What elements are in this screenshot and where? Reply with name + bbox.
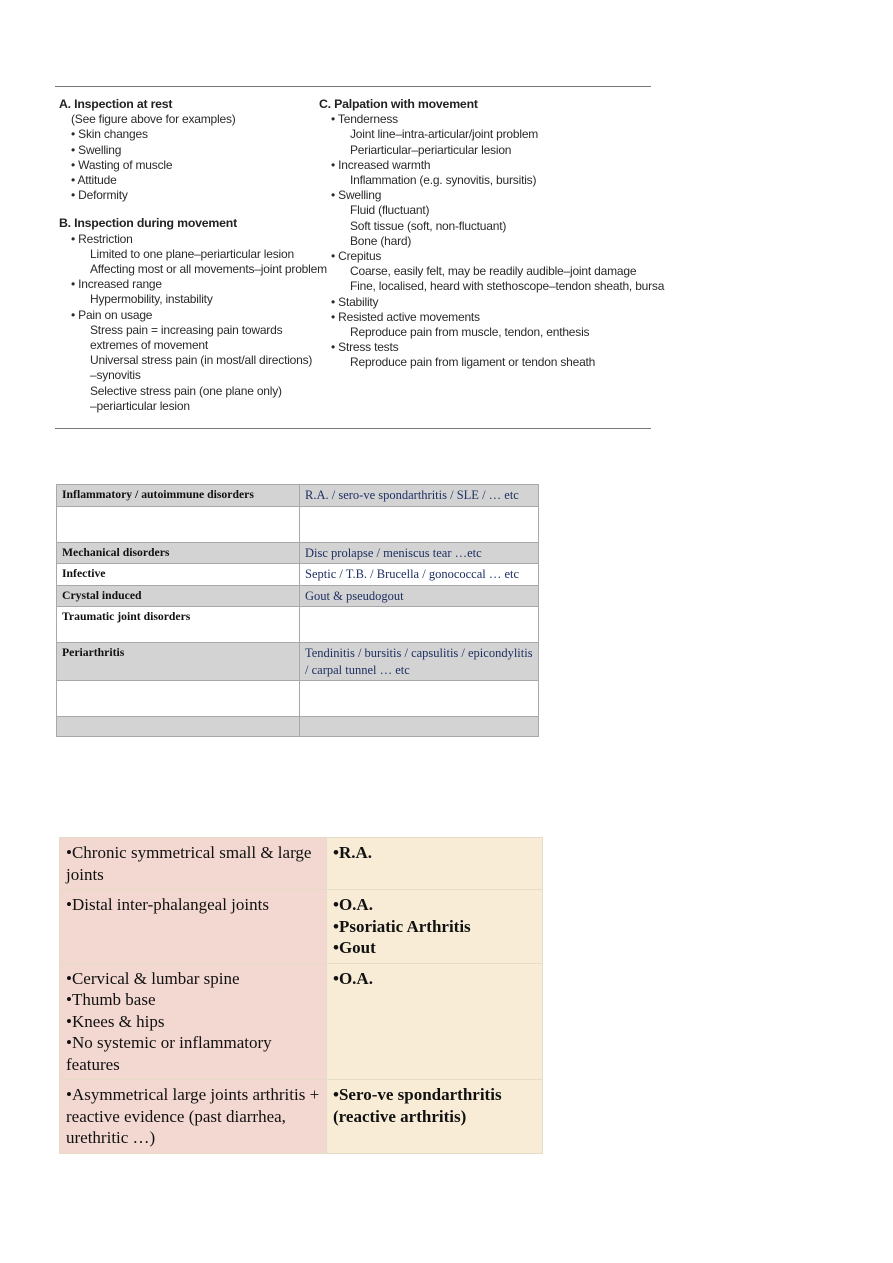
table-row xyxy=(60,838,543,890)
section-c-detail: Reproduce pain from muscle, tendon, enthesis xyxy=(350,325,590,340)
examples-cell: Septic / T.B. / Brucella / gonococcal … etc xyxy=(300,564,539,586)
section-b-item: • Increased range xyxy=(71,277,162,292)
category-cell: Traumatic joint disorders xyxy=(57,607,300,643)
section-b-detail: Stress pain = increasing pain towards xyxy=(90,322,283,337)
section-b-detail: extremes of movement xyxy=(90,338,209,353)
section-a-item: • Skin changes xyxy=(71,127,148,142)
section-b-detail: Selective stress pain (one plane only) xyxy=(90,383,282,398)
section-a-note: (See figure above for examples) xyxy=(71,112,236,127)
category-cell: Crystal induced xyxy=(57,585,300,607)
section-c-detail: Inflammation (e.g. synovitis, bursitis) xyxy=(350,173,537,188)
section-a-item: • Deformity xyxy=(71,188,128,203)
diagnosis-line: •O.A. xyxy=(333,895,373,914)
joint-pattern-cell xyxy=(60,838,327,890)
table-row xyxy=(57,506,539,542)
section-c-item: • Increased warmth xyxy=(331,157,431,172)
section-c-detail: Fine, localised, heard with stethoscope–tendon sheath, bursa xyxy=(350,279,665,294)
category-cell: Mechanical disorders xyxy=(57,542,300,564)
category-cell xyxy=(57,506,300,542)
section-a-item: • Swelling xyxy=(71,142,122,157)
diagnosis-line: •O.A. xyxy=(333,968,373,988)
diagnosis-line: •Psoriatic Arthritis xyxy=(333,916,471,936)
figure-left-column xyxy=(59,97,327,414)
section-c-detail: Bone (hard) xyxy=(350,233,412,248)
section-b-detail: –periarticular lesion xyxy=(90,398,190,413)
examples-cell: Gout & pseudogout xyxy=(300,585,539,607)
section-b-detail: Affecting most or all movements–joint problem xyxy=(90,262,327,277)
figure-right-column xyxy=(319,97,665,371)
pattern-line: •Cervical & lumbar spine xyxy=(66,968,240,988)
section-b-detail: Hypermobility, instability xyxy=(90,292,213,307)
pattern-line: •Distal inter-phalangeal joints xyxy=(66,895,269,914)
examples-cell xyxy=(300,681,539,717)
section-c-item: • Resisted active movements xyxy=(331,309,480,324)
clinical-examination-figure xyxy=(55,86,665,429)
section-c-detail: Soft tissue (soft, non-fluctuant) xyxy=(350,218,507,233)
examples-cell xyxy=(300,717,539,737)
section-a-heading: A. Inspection at rest xyxy=(59,97,173,111)
table-row xyxy=(57,485,539,507)
section-b-item: • Restriction xyxy=(71,231,133,246)
diagnosis-line: •R.A. xyxy=(333,843,373,862)
category-cell: Inflammatory / autoimmune disorders xyxy=(57,485,300,507)
section-a-item: • Attitude xyxy=(71,173,117,188)
section-b-detail: Universal stress pain (in most/all directions) xyxy=(90,353,313,368)
table-row xyxy=(57,585,539,607)
table-row xyxy=(57,643,539,681)
pattern-line: •Knees & hips xyxy=(66,1011,165,1031)
section-b-detail: Limited to one plane–periarticular lesion xyxy=(90,246,294,261)
category-cell xyxy=(57,681,300,717)
diagnosis-line: •Sero-ve spondarthritis (reactive arthritis) xyxy=(333,1085,502,1126)
examples-cell: Tendinitis / bursitis / capsulitis / epicondylitis / carpal tunnel … etc xyxy=(300,643,539,681)
section-b-heading: B. Inspection during movement xyxy=(59,216,237,231)
diagnosis-cell xyxy=(327,890,543,964)
diagnosis-cell xyxy=(327,1080,543,1154)
section-c-item: • Stress tests xyxy=(331,340,399,355)
table-row xyxy=(57,717,539,737)
category-cell: Periarthritis xyxy=(57,643,300,681)
table-row xyxy=(57,542,539,564)
section-a-item: • Wasting of muscle xyxy=(71,157,173,172)
section-c-detail: Reproduce pain from ligament or tendon sheath xyxy=(350,355,596,370)
section-c-detail: Fluid (fluctuant) xyxy=(350,203,430,218)
joint-pattern-cell xyxy=(60,890,327,964)
table-row xyxy=(60,890,543,964)
joint-pattern-cell xyxy=(60,963,327,1080)
section-c-detail: Periarticular–periarticular lesion xyxy=(350,142,512,157)
examples-cell xyxy=(300,607,539,643)
section-b-detail: –synovitis xyxy=(90,368,141,383)
section-b-item: • Pain on usage xyxy=(71,307,153,322)
section-c-item: • Swelling xyxy=(331,188,382,203)
table-row xyxy=(57,564,539,586)
table-row xyxy=(57,681,539,717)
joint-pattern-cell xyxy=(60,1080,327,1154)
pattern-line: •Chronic symmetrical small & large joints xyxy=(66,843,312,884)
section-c-item: • Tenderness xyxy=(331,112,398,127)
pattern-line: •Thumb base xyxy=(66,990,156,1009)
pattern-line: •Asymmetrical large joints arthritis + reactive evidence (past diarrhea, urethritic …) xyxy=(66,1085,320,1147)
diagnosis-cell xyxy=(327,963,543,1080)
joint-disorder-categories-table xyxy=(56,484,539,737)
table-row xyxy=(60,1080,543,1154)
section-c-item: • Stability xyxy=(331,294,379,309)
examples-cell xyxy=(300,506,539,542)
category-cell: Infective xyxy=(57,564,300,586)
section-c-item: • Crepitus xyxy=(331,249,382,264)
examples-cell: Disc prolapse / meniscus tear …etc xyxy=(300,542,539,564)
pattern-line: •No systemic or inflammatory features xyxy=(66,1033,272,1074)
diagnosis-line: •Gout xyxy=(333,938,376,957)
table-row xyxy=(57,607,539,643)
examples-cell: R.A. / sero-ve spondarthritis / SLE / … etc xyxy=(300,485,539,507)
category-cell xyxy=(57,717,300,737)
section-c-heading: C. Palpation with movement xyxy=(319,97,478,111)
diagnosis-cell xyxy=(327,838,543,890)
table-row xyxy=(60,963,543,1080)
section-c-detail: Joint line–intra-articular/joint problem xyxy=(350,127,539,142)
joint-pattern-diagnosis-table xyxy=(59,837,543,1154)
section-c-detail: Coarse, easily felt, may be readily audible–joint damage xyxy=(350,264,637,279)
